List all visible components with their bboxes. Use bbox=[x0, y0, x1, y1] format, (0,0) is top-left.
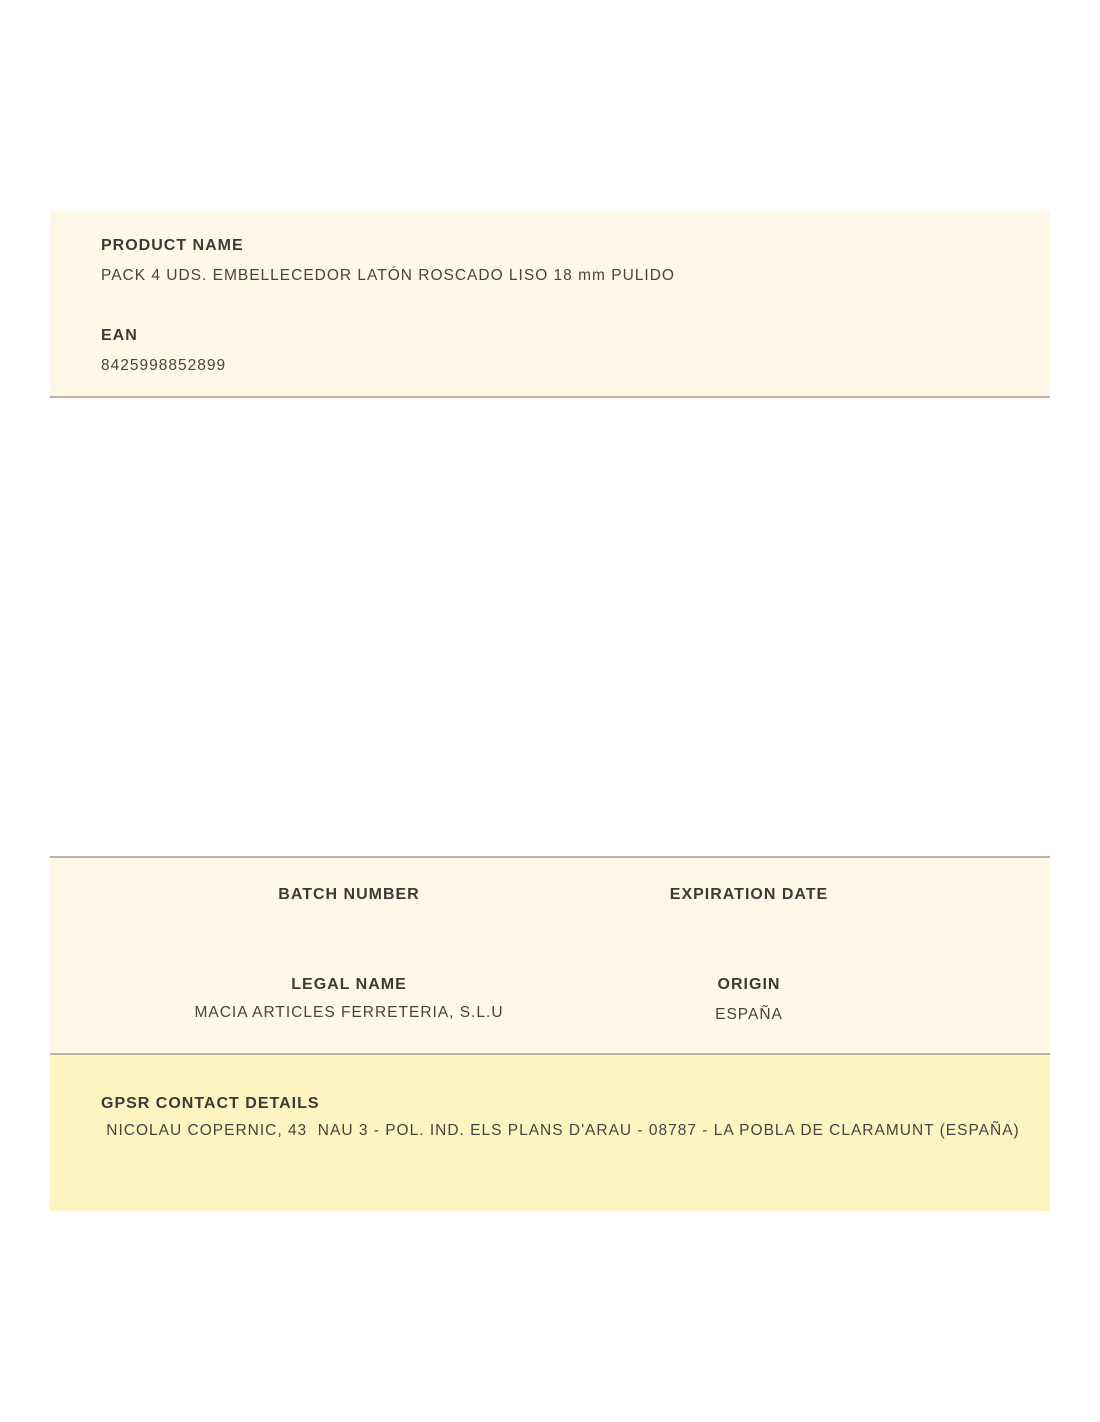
legal-name-value: MACIA ARTICLES FERRETERIA, S.L.U bbox=[194, 1004, 504, 1021]
product-name-label: PRODUCT NAME bbox=[101, 237, 244, 254]
gpsr-contact-value: NICOLAU COPERNIC, 43 NAU 3 - POL. IND. ELS PLANS D'ARAU - 08787 - LA POBLA DE CLARAMUNT (ESPAÑA) bbox=[101, 1122, 1020, 1139]
expiration-date-label: EXPIRATION DATE bbox=[669, 886, 829, 903]
gpsr-contact-label: GPSR CONTACT DETAILS bbox=[101, 1095, 320, 1112]
product-info-panel bbox=[50, 211, 1050, 398]
ean-value: 8425998852899 bbox=[101, 357, 227, 374]
legal-name-label: LEGAL NAME bbox=[291, 976, 407, 993]
origin-value: ESPAÑA bbox=[715, 1006, 783, 1023]
ean-label: EAN bbox=[101, 327, 138, 344]
batch-number-label: BATCH NUMBER bbox=[278, 886, 420, 903]
origin-label: ORIGIN bbox=[717, 976, 781, 993]
gpsr-contact-panel bbox=[50, 1055, 1050, 1211]
batch-legal-panel bbox=[50, 856, 1050, 1055]
product-name-value: PACK 4 UDS. EMBELLECEDOR LATÓN ROSCADO LISO 18 mm PULIDO bbox=[101, 267, 675, 284]
